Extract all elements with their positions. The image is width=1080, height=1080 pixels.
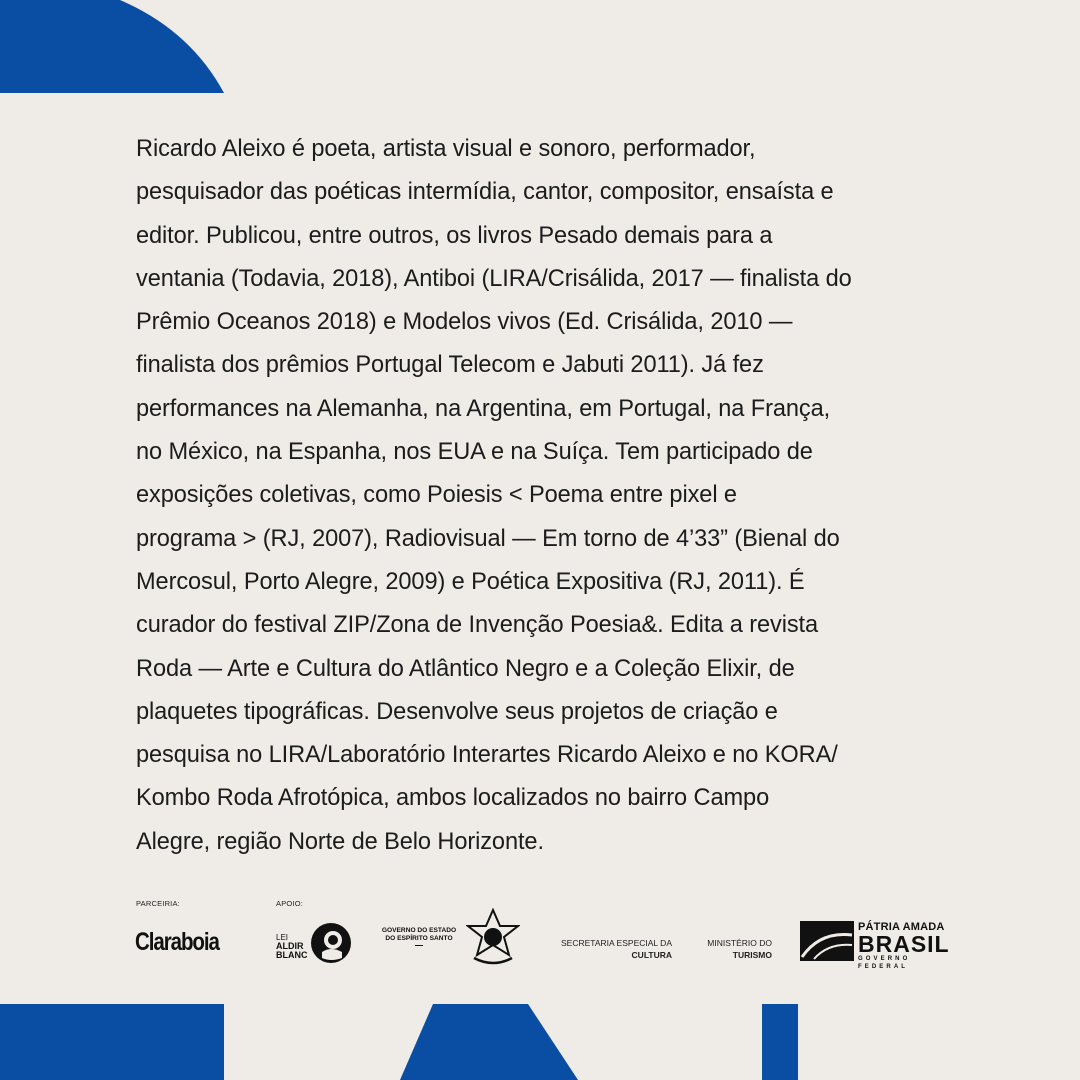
bio-line: Roda — Arte e Cultura do Atlântico Negro e a Coleção Elixir, de bbox=[136, 655, 795, 682]
bio-line: no México, na Espanha, nos EUA e na Suíça. Tem participado de bbox=[136, 439, 813, 466]
lei-aldir-blanc-logo bbox=[276, 922, 352, 964]
bio-line: exposições coletivas, como Poiesis < Poema entre pixel e bbox=[136, 482, 737, 509]
governo-es-line1: GOVERNO DO ESTADO bbox=[381, 927, 457, 934]
ministerio-line2: TURISMO bbox=[732, 950, 772, 960]
bio-line: performances na Alemanha, na Argentina, em Portugal, na França, bbox=[136, 395, 831, 422]
bottom-right-bar-shape bbox=[762, 1004, 798, 1080]
claraboia-logo: Claraboia bbox=[135, 928, 219, 956]
bio-line: Kombo Roda Afrotópica, ambos localizados no bairro Campo bbox=[136, 785, 770, 812]
bio-line: pesquisa no LIRA/Laboratório Interartes Ricardo Aleixo e no KORA/ bbox=[136, 742, 838, 769]
secretaria-line1: SECRETARIA ESPECIAL DA bbox=[560, 938, 672, 948]
ministerio-line1: MINISTÉRIO DO bbox=[707, 938, 772, 948]
secretaria-line2: CULTURA bbox=[631, 950, 672, 960]
brasil-flag-mark-icon bbox=[800, 921, 854, 961]
apoio-label: APOIO: bbox=[276, 899, 304, 908]
parceria-label: PARCEIRIA: bbox=[136, 899, 180, 908]
aldir-text: ALDIR bbox=[276, 940, 304, 951]
patria-line2: BRASIL bbox=[858, 931, 950, 957]
patria-amada-brasil-logo bbox=[858, 921, 948, 971]
patria-line3: GOVERNO FEDERAL bbox=[858, 956, 911, 970]
bio-line: Prêmio Oceanos 2018) e Modelos vivos (Ed. Crisálida, 2010 — bbox=[136, 309, 793, 336]
bio-line: editor. Publicou, entre outros, os livros Pesado demais para a bbox=[136, 222, 773, 249]
bio-line: finalista dos prêmios Portugal Telecom e Jabuti 2011). Já fez bbox=[136, 352, 764, 379]
corner-quarter-circle-shape bbox=[0, 0, 230, 100]
ministerio-turismo-logo bbox=[692, 937, 772, 961]
governo-es-logo bbox=[378, 927, 460, 946]
blanc-text: BLANC bbox=[276, 949, 308, 960]
bio-line: curador do festival ZIP/Zona de Invenção Poesia&. Edita a revista bbox=[136, 612, 819, 639]
governo-es-line2: DO ESPÍRITO SANTO bbox=[385, 935, 453, 942]
patria-line1: PÁTRIA AMADA bbox=[858, 921, 945, 933]
bio-line: Ricardo Aleixo é poeta, artista visual e sonoro, performador, bbox=[136, 136, 756, 162]
bio-line: plaquetes tipográficas. Desenvolve seus projetos de criação e bbox=[136, 698, 778, 725]
lei-text: LEI bbox=[276, 932, 289, 942]
bottom-left-block-shape bbox=[0, 1004, 224, 1080]
bio-line: programa > (RJ, 2007), Radiovisual — Em torno de 4’33” (Bienal do bbox=[136, 525, 840, 552]
bio-line: Alegre, região Norte de Belo Horizonte. bbox=[136, 828, 544, 855]
bio-line: Mercosul, Porto Alegre, 2009) e Poética Expositiva (RJ, 2011). É bbox=[136, 568, 805, 595]
aldir-blanc-portrait-icon bbox=[310, 922, 352, 964]
bottom-trapezoid-shape bbox=[400, 1004, 580, 1080]
bio-paragraph bbox=[136, 128, 951, 864]
secretaria-cultura-logo bbox=[552, 937, 672, 961]
bio-line: ventania (Todavia, 2018), Antiboi (LIRA/Crisálida, 2017 — finalista do bbox=[136, 265, 852, 292]
bio-line: pesquisador das poéticas intermídia, cantor, compositor, ensaísta e bbox=[136, 179, 834, 206]
espirito-santo-coat-of-arms-icon bbox=[466, 908, 520, 968]
